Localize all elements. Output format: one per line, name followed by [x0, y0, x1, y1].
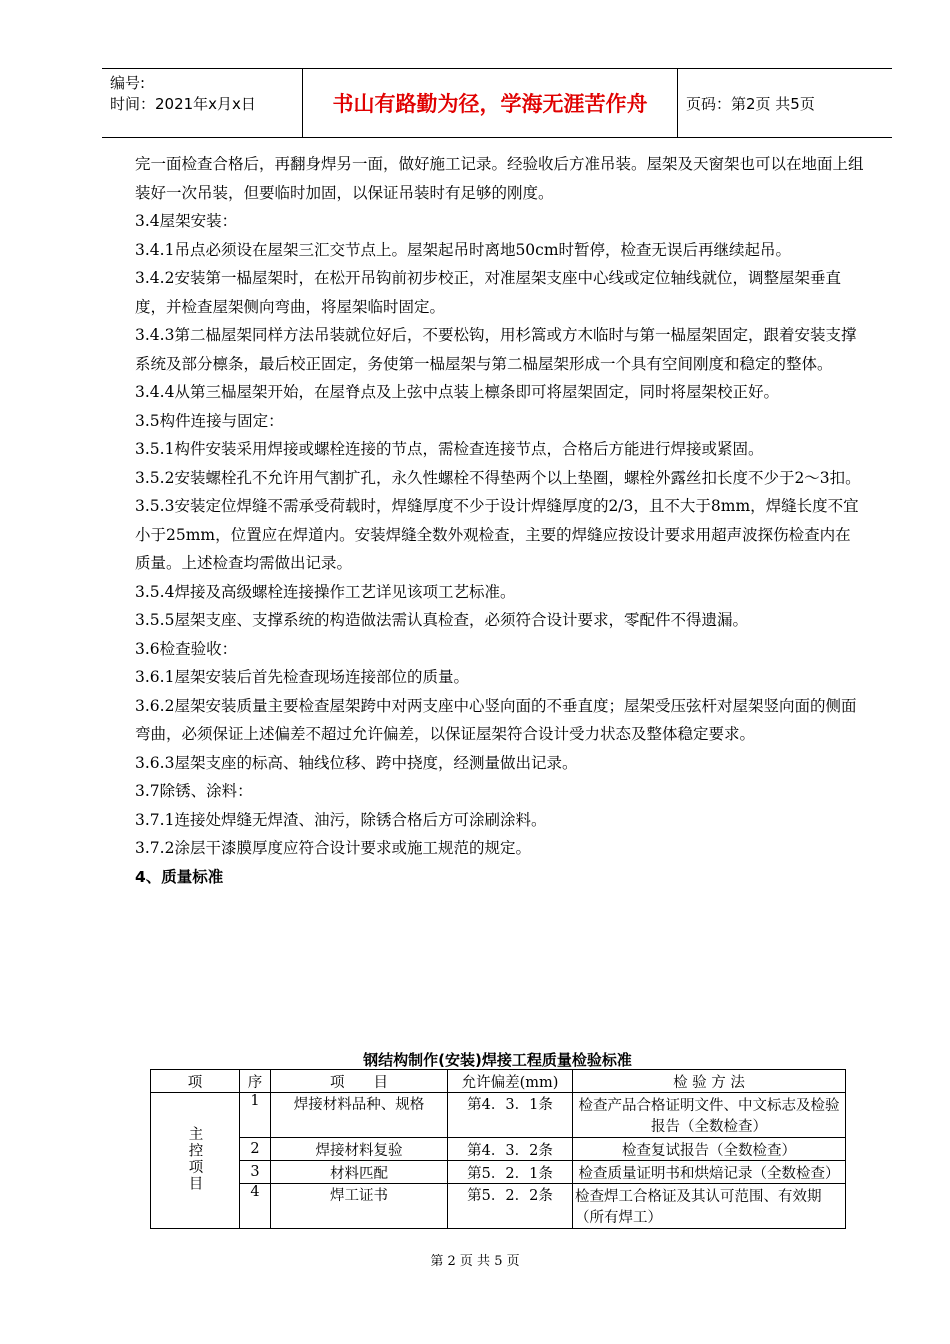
paragraph: 3.5.2安装螺栓孔不允许用气割扩孔，永久性螺栓不得垫两个以上垫圈，螺栓外露丝扣长度不少于2～3扣。 [135, 468, 861, 487]
paragraph: 3.6检查验收： [135, 639, 238, 658]
paragraph: 完一面检查合格后，再翻身焊另一面，做好施工记录。经验收后方准吊装。屋架及天窗架也可以在地面上组装好一次吊装，但要临时加固，以保证吊装时有足够的刚度。 [135, 155, 864, 202]
paragraph: 3.5构件连接与固定： [135, 411, 284, 430]
page-header [102, 68, 892, 138]
paragraph: 3.4.4从第三榀屋架开始，在屋脊点及上弦中点装上檩条即可将屋架固定，同时将屋架校正好。 [135, 383, 779, 401]
section-heading: 4、质量标准 [135, 867, 224, 886]
row-no: 4 [240, 1184, 271, 1229]
paragraph: 3.5.4焊接及高级螺栓连接操作工艺详见该项工艺标准。 [135, 582, 516, 601]
row-item: 焊工证书 [271, 1184, 448, 1229]
row-item: 焊接材料品种、规格 [271, 1093, 448, 1138]
quality-table [150, 1069, 846, 1229]
paragraph: 3.5.3安装定位焊缝不需承受荷载时，焊缝厚度不少于设计焊缝厚度的2/3，且不大于8mm，焊缝长度不宜小于25mm，位置应在焊道内。安装焊缝全数外观检查，主要的焊缝应按设计要求用超声波探伤检查内在质量。上述检查均需做出记录。 [135, 497, 859, 572]
row-item: 材料匹配 [271, 1161, 448, 1184]
row-no: 3 [240, 1161, 271, 1184]
paragraph: 3.4.3第二榀屋架同样方法吊装就位好后，不要松钩，用杉篙或方木临时与第一榀屋架固定，跟着安装支撑系统及部分檩条，最后校正固定，务使第一榀屋架与第二榀屋架形成一个具有空间刚度和稳定的整体。 [135, 326, 857, 373]
col-header: 检 验 方 法 [573, 1070, 846, 1093]
row-item: 焊接材料复验 [271, 1138, 448, 1161]
col-header: 允许偏差(mm) [448, 1070, 573, 1093]
time-label: 时间：2021年x月x日 [110, 95, 256, 113]
paragraph: 3.4.2安装第一榀屋架时，在松开吊钩前初步校正，对准屋架支座中心线或定位轴线就位，调整屋架垂直度，并检查屋架侧向弯曲，将屋架临时固定。 [135, 269, 841, 316]
document-body [135, 150, 865, 891]
table-row [151, 1093, 846, 1138]
header-meta [102, 69, 303, 137]
row-no: 1 [240, 1093, 271, 1138]
category-label: 主控项目 [186, 1125, 203, 1192]
row-tolerance: 第4．3．2条 [448, 1138, 573, 1161]
header-page-code: 页码：第2页 共5页 [686, 94, 815, 113]
paragraph: 3.4屋架安装： [135, 212, 238, 230]
header-motto: 书山有路勤为径，学海无涯苦作舟 [303, 69, 678, 137]
paragraph: 3.6.2屋架安装质量主要检查屋架跨中对两支座中心竖向面的不垂直度；屋架受压弦杆对屋架竖向面的侧面弯曲，必须保证上述偏差不超过允许偏差，以保证屋架符合设计受力状态及整体稳定要求。 [135, 696, 857, 743]
table-row [151, 1184, 846, 1229]
paragraph: 3.6.1屋架安装后首先检查现场连接部位的质量。 [135, 668, 469, 686]
row-method: 检查复试报告（全数检查） [573, 1138, 846, 1161]
col-header: 项 目 [271, 1070, 448, 1093]
paragraph: 3.6.3屋架支座的标高、轴线位移、跨中挠度，经测量做出记录。 [135, 753, 578, 772]
paragraph: 3.5.1构件安装采用焊接或螺栓连接的节点，需检查连接节点，合格后方能进行焊接或紧固。 [135, 440, 764, 458]
row-tolerance: 第5．2．1条 [448, 1161, 573, 1184]
paragraph: 3.5.5屋架支座、支撑系统的构造做法需认真检查，必须符合设计要求，零配件不得遗漏。 [135, 611, 748, 629]
col-header: 序 [240, 1070, 271, 1093]
paragraph: 3.7除锈、涂料： [135, 782, 253, 800]
row-tolerance: 第4．3．1条 [448, 1093, 573, 1138]
category-cell [151, 1093, 240, 1229]
table-row [151, 1161, 846, 1184]
paragraph: 3.7.1连接处焊缝无焊渣、油污，除锈合格后方可涂刷涂料。 [135, 810, 547, 829]
row-method: 检查产品合格证明文件、中文标志及检验报告（全数检查） [573, 1093, 846, 1138]
col-header: 项 [151, 1070, 240, 1093]
page-footer: 第 2 页 共 5 页 [430, 1254, 520, 1269]
table-row [151, 1138, 846, 1161]
row-method: 检查质量证明书和烘焙记录（全数检查） [573, 1161, 846, 1184]
row-no: 2 [240, 1138, 271, 1161]
row-method: 检查焊工合格证及其认可范围、有效期（所有焊工） [573, 1184, 846, 1229]
number-label: 编号: [110, 74, 146, 92]
row-tolerance: 第5．2．2条 [448, 1184, 573, 1229]
table-title: 钢结构制作(安装)焊接工程质量检验标准 [363, 1051, 632, 1069]
paragraph: 3.4.1吊点必须设在屋架三汇交节点上。屋架起吊时离地50cm时暂停，检查无误后再继续起吊。 [135, 240, 792, 259]
paragraph: 3.7.2涂层干漆膜厚度应符合设计要求或施工规范的规定。 [135, 839, 531, 857]
table-header-row [151, 1070, 846, 1093]
